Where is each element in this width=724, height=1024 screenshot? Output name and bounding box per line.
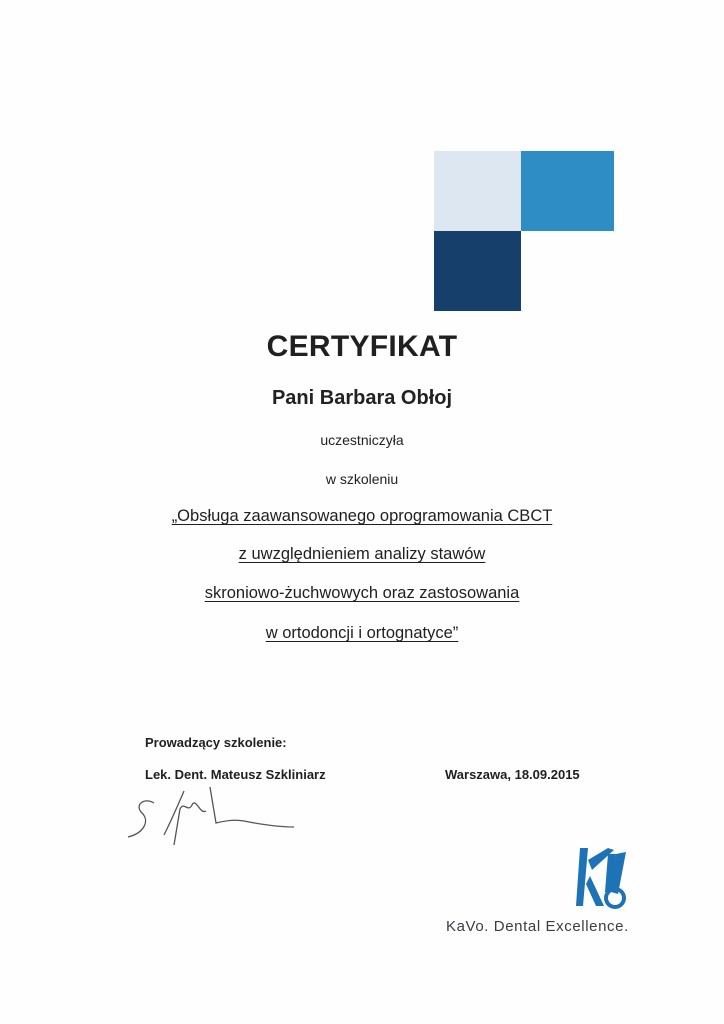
kavo-logo-icon [574,846,630,910]
course-line-4: w ortodoncji i ortognatyce” [265,624,459,642]
course-line-2: z uwzględnieniem analizy stawów [238,545,486,563]
signature-icon [114,775,304,855]
training-text: w szkoleniu [325,471,399,487]
recipient-name: Pani Barbara Obłoj [271,387,453,409]
course-line-3: skroniowo-żuchwowych oraz zastosowania [204,584,520,602]
lead-name: Lek. Dent. Mateusz Szkliniarz [145,767,326,782]
lead-label: Prowadzący szkolenie: [145,735,287,750]
certificate-title: CERTYFIKAT [266,330,458,363]
course-line-1: „Obsługa zaawansowanego oprogramowania CBCT [171,507,553,525]
brand-tagline: KaVo. Dental Excellence. [446,918,629,935]
logo-square-light [434,151,521,231]
logo-square-mid [521,151,614,231]
participated-text: uczestniczyła [320,432,404,448]
place-date: Warszawa, 18.09.2015 [445,767,580,782]
logo-square-dark [434,231,521,311]
